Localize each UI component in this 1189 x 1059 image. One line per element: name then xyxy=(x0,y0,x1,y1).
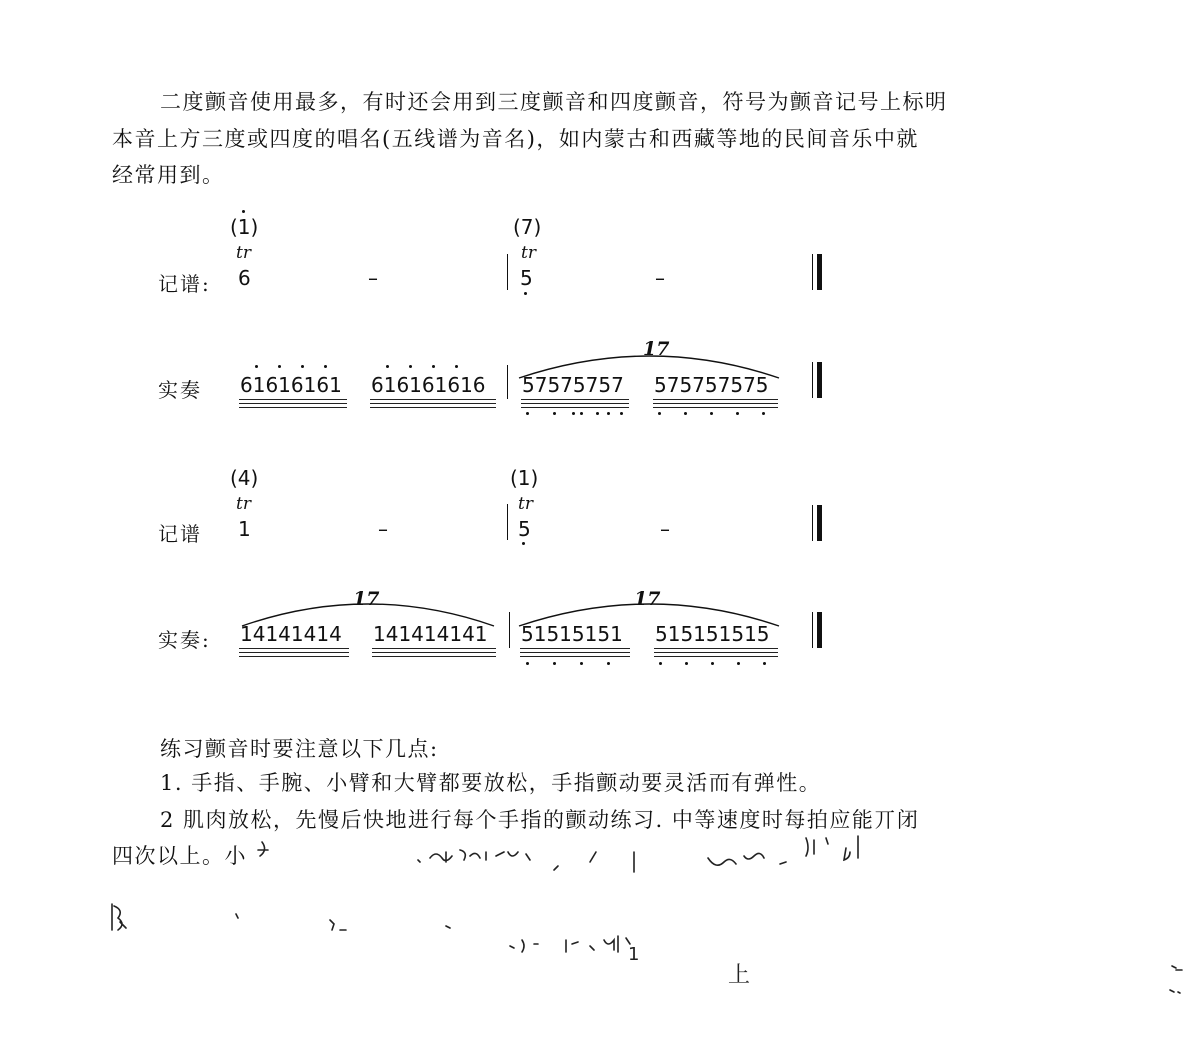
upper-octave-paren: (1) xyxy=(230,215,259,239)
practice-point-1: 1. 手指、手腕、小臂和大臂都要放松，手指颤动要灵活而有弹性。 xyxy=(160,771,822,795)
performance-label: 实奏 xyxy=(158,378,202,402)
performance-label: 实奏: xyxy=(158,628,211,652)
practice-heading: 练习颤音时要注意以下几点: xyxy=(160,737,439,761)
tuplet-number: 17 xyxy=(634,588,661,610)
note-group: 515151515 xyxy=(655,622,770,646)
note-group: 51515151 xyxy=(521,622,623,646)
notation-label: 记谱 xyxy=(158,522,202,546)
trill-mark: tr xyxy=(236,494,251,514)
sustain-dash: – xyxy=(655,266,665,290)
trill-aux-paren: (7) xyxy=(513,215,542,239)
intro-line-3: 经常用到。 xyxy=(112,163,225,187)
intro-line-2: 本音上方三度或四度的唱名(五线谱为音名)，如内蒙古和西藏等地的民间音乐中就 xyxy=(112,127,919,151)
note-group: 57575757 xyxy=(522,373,624,397)
practice-point-2: 2 肌肉放松，先慢后快地进行每个手指的颤动练习. 中等速度时每拍应能丌闭 xyxy=(160,808,920,832)
notated-note: 5 xyxy=(520,266,533,290)
notated-note: 6 xyxy=(238,266,251,290)
note-group: 141414141 xyxy=(373,622,488,646)
note-group: 61616161 xyxy=(240,373,342,397)
sustain-dash: – xyxy=(660,517,670,541)
tuplet-number: 17 xyxy=(353,588,380,610)
notated-note: 5 xyxy=(518,517,531,541)
note-group: 575757575 xyxy=(654,373,769,397)
note-group: 616161616 xyxy=(371,373,486,397)
note-group: 14141414 xyxy=(240,622,342,646)
trill-mark: tr xyxy=(521,243,536,263)
scan-artifact-char: 上 xyxy=(728,963,751,988)
intro-line-1: 二度颤音使用最多，有时还会用到三度颤音和四度颤音，符号为颤音记号上标明 xyxy=(160,90,948,114)
trill-aux-paren: (4) xyxy=(230,466,259,490)
notation-label: 记谱: xyxy=(158,272,211,296)
scan-artifact-digit: 1 xyxy=(628,944,640,965)
trill-aux-paren: (1) xyxy=(510,466,539,490)
notated-note: 1 xyxy=(238,517,251,541)
sustain-dash: – xyxy=(368,266,378,290)
trill-mark: tr xyxy=(236,243,251,263)
sustain-dash: – xyxy=(378,517,388,541)
tuplet-number: 17 xyxy=(643,338,670,360)
trill-mark: tr xyxy=(518,494,533,514)
practice-point-2-cont: 四次以上。小 xyxy=(112,844,247,868)
